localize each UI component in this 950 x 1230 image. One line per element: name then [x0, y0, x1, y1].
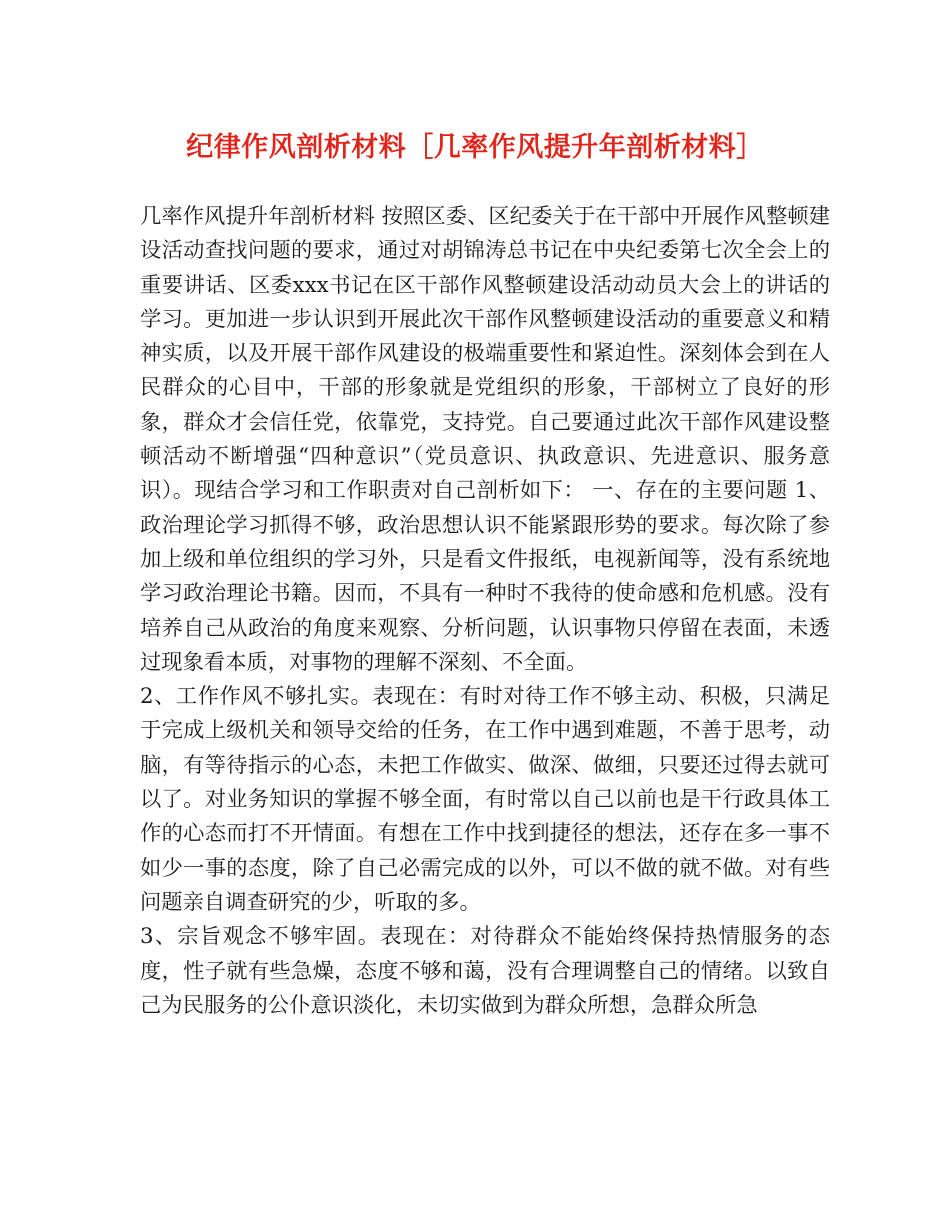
document-title: 纪律作风剖析材料［几率作风提升年剖析材料］: [186, 132, 764, 163]
paragraph-work-style: 2、工作作风不够扎实。表现在：有时对待工作不够主动、积极，只满足于完成上级机关和领导交给的任务，在工作中遇到难题，不善于思考，动脑，有等待指示的心态，未把工作做实、做深、做细，只要还过得去就可以了。对业务知识的掌握不够全面，有时常以自己以前也是干行政具体工作的心态而打不开情面。有想在工作中找到捷径的想法，还存在多一事不如少一事的态度，除了自己必需完成的以外，可以不做的就不做。对有些问题亲自调查研究的少，听取的多。: [140, 684, 830, 915]
document-body: [140, 200, 830, 1023]
paragraph-purpose: 3、宗旨观念不够牢固。表现在：对待群众不能始终保持热情服务的态度，性子就有些急燥，态度不够和蔼，没有合理调整自己的情绪。以致自己为民服务的公仆意识淡化，未切实做到为群众所想，急群众所急: [140, 924, 830, 1018]
paragraph-intro: 几率作风提升年剖析材料 按照区委、区纪委关于在干部中开展作风整顿建设活动查找问题的要求，通过对胡锦涛总书记在中央纪委第七次全会上的重要讲话、区委xxx书记在区干部作风整顿建设活动动员大会上的讲话的学习。更加进一步认识到开展此次干部作风整顿建设活动的重要意义和精神实质，以及开展干部作风建设的极端重要性和紧迫性。深刻体会到在人民群众的心目中，干部的形象就是党组织的形象，干部树立了良好的形象，群众才会信任党，依靠党，支持党。自己要通过此次干部作风建设整顿活动不断增强“四种意识”（党员意识、执政意识、先进意识、服务意识）。现结合学习和工作职责对自己剖析如下： 一、存在的主要问题 1、政治理论学习抓得不够，政治思想认识不能紧跟形势的要求。每次除了参加上级和单位组织的学习外，只是看文件报纸，电视新闻等，没有系统地学习政治理论书籍。因而，不具有一种时不我待的使命感和危机感。没有培养自己从政治的角度来观察、分析问题，认识事物只停留在表面，未透过现象看本质，对事物的理解不深刻、不全面。: [140, 204, 830, 675]
